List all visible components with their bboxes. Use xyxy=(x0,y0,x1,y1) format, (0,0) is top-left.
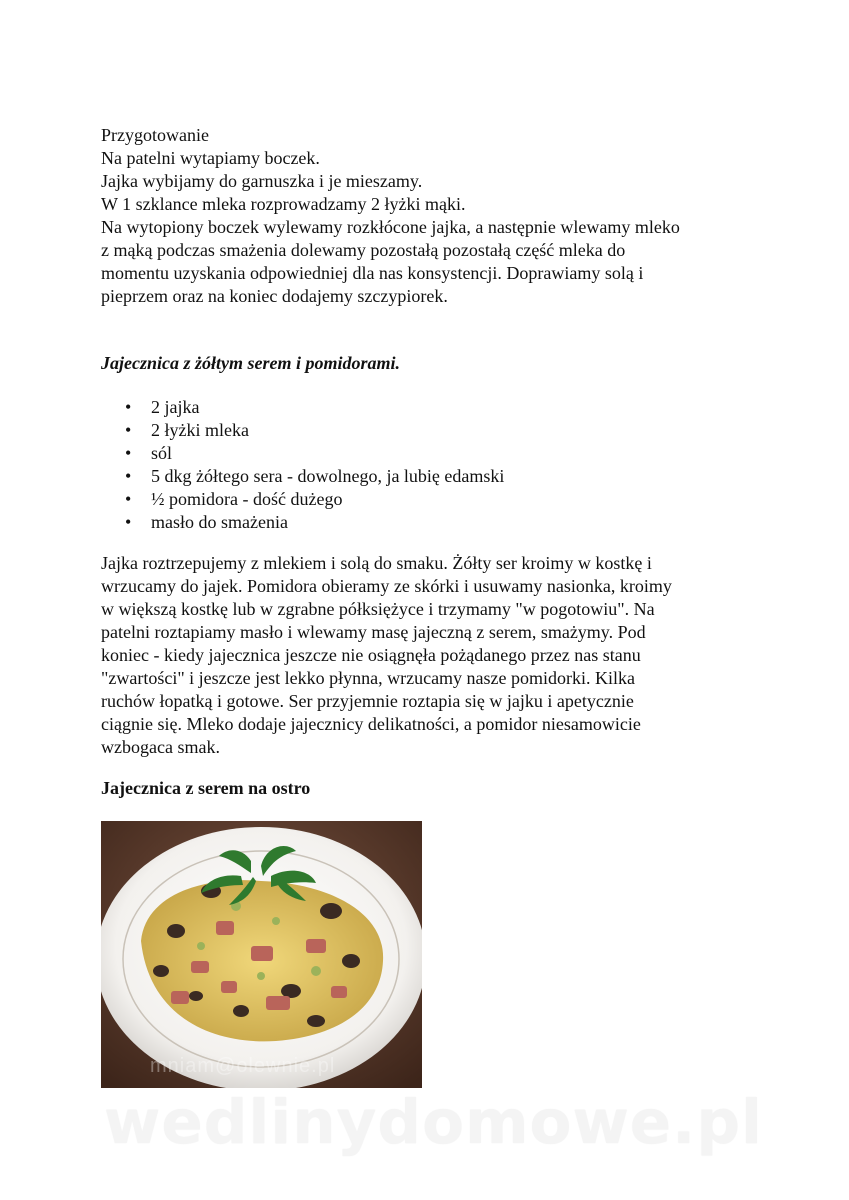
ingredient-item xyxy=(101,465,504,488)
bullet-icon: • xyxy=(125,512,132,532)
ingredient-item xyxy=(101,396,504,419)
intro-line: z mąką podczas smażenia dolewamy pozostałą pozostałą część mleka do xyxy=(101,240,626,260)
description-line: "zwartości" i jeszcze jest lekko płynna, wrzucamy nasze pomidorki. Kilka xyxy=(101,668,636,688)
description-line: ruchów łopatką i gotowe. Ser przyjemnie roztapia się w jajku i apetycznie xyxy=(101,691,634,711)
description-line: patelni roztapiamy masło i wlewamy masę jajeczną z serem, smażymy. Pod xyxy=(101,622,646,642)
description-line: wrzucamy do jajek. Pomidora obieramy ze skórki i usuwamy nasionka, kroimy xyxy=(101,576,672,596)
ingredient-text: 2 jajka xyxy=(151,397,200,417)
description-line: koniec - kiedy jajecznica jeszcze nie osiągnęła pożądanego przez nas stanu xyxy=(101,645,641,665)
ingredient-list xyxy=(101,396,504,534)
intro-line: Jajka wybijamy do garnuszka i je mieszamy. xyxy=(101,171,423,191)
ingredient-text: ½ pomidora - dość dużego xyxy=(151,489,343,509)
ingredient-text: 2 łyżki mleka xyxy=(151,420,249,440)
dish-photo xyxy=(101,821,422,1088)
bullet-icon: • xyxy=(125,397,132,417)
recipe-title-cheese-tomato: Jajecznica z żółtym serem i pomidorami. xyxy=(101,353,400,373)
photo-watermark: mniam@olewnie.pl xyxy=(150,1055,336,1077)
ingredient-item xyxy=(101,511,504,534)
scrambled-eggs-image xyxy=(101,821,422,1088)
site-watermark: wedlinydomowe.pl xyxy=(104,1087,763,1158)
intro-paragraph xyxy=(101,124,751,308)
bullet-icon: • xyxy=(125,466,132,486)
bullet-icon: • xyxy=(125,443,132,463)
ingredient-item xyxy=(101,488,504,511)
description-line: w większą kostkę lub w zgrabne półksiężyce i trzymamy "w pogotowiu". Na xyxy=(101,599,655,619)
ingredient-item xyxy=(101,419,504,442)
intro-line: momentu uzyskania odpowiedniej dla nas konsystencji. Doprawiamy solą i xyxy=(101,263,644,283)
recipe-description xyxy=(101,552,751,759)
ingredient-text: sól xyxy=(151,443,173,463)
intro-line: Na wytopiony boczek wylewamy rozkłócone jajka, a następnie wlewamy mleko xyxy=(101,217,680,237)
description-line: ciągnie się. Mleko dodaje jajecznicy delikatności, a pomidor niesamowicie xyxy=(101,714,641,734)
intro-line: Na patelni wytapiamy boczek. xyxy=(101,148,320,168)
ingredient-text: 5 dkg żółtego sera - dowolnego, ja lubię edamski xyxy=(151,466,505,486)
intro-line: Przygotowanie xyxy=(101,125,209,145)
description-line: Jajka roztrzepujemy z mlekiem i solą do smaku. Żółty ser kroimy w kostkę i xyxy=(101,553,652,573)
recipe-title-spicy-cheese: Jajecznica z serem na ostro xyxy=(101,778,311,798)
ingredient-text: masło do smażenia xyxy=(151,512,288,532)
bullet-icon: • xyxy=(125,420,132,440)
description-line: wzbogaca smak. xyxy=(101,737,220,757)
ingredient-item xyxy=(101,442,504,465)
bullet-icon: • xyxy=(125,489,132,509)
intro-line: pieprzem oraz na koniec dodajemy szczypiorek. xyxy=(101,286,448,306)
intro-line: W 1 szklance mleka rozprowadzamy 2 łyżki mąki. xyxy=(101,194,466,214)
